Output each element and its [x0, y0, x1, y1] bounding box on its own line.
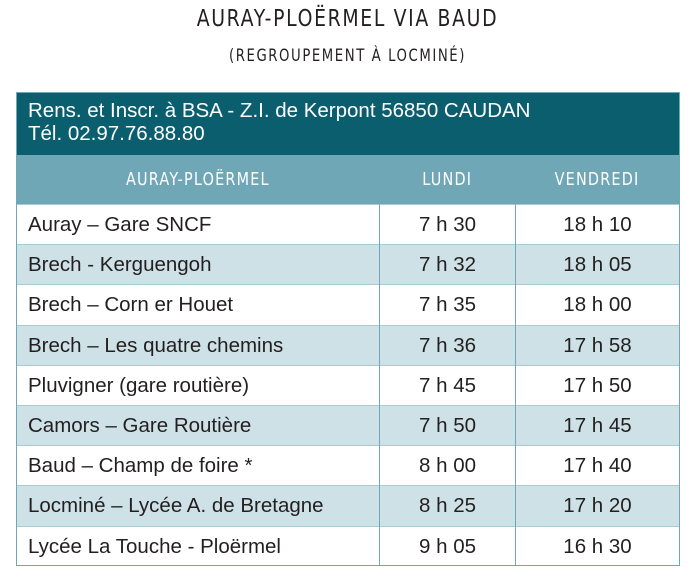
- time-vendredi: 17 h 45: [563, 413, 632, 437]
- stop-name: Brech – Corn er Houet: [28, 293, 234, 317]
- table-row: [17, 405, 679, 445]
- time-vendredi: 16 h 30: [563, 534, 632, 558]
- table-row: [17, 445, 679, 485]
- time-lundi: 7 h 45: [419, 373, 476, 397]
- info-phone: Tél. 02.97.76.88.80: [28, 122, 205, 145]
- stop-name: Lycée La Touche - Ploërmel: [28, 534, 281, 558]
- header-vendredi: VENDREDI: [555, 169, 640, 190]
- stop-name: Baud – Champ de foire *: [28, 454, 253, 478]
- table-header: [17, 155, 679, 204]
- time-lundi: 7 h 32: [419, 253, 476, 277]
- page-subtitle: (REGROUPEMENT À LOCMINÉ): [229, 46, 466, 66]
- table-row: [17, 204, 679, 244]
- table-row: [17, 284, 679, 324]
- stop-name: Brech – Les quatre chemins: [28, 333, 284, 357]
- stop-name: Locminé – Lycée A. de Bretagne: [28, 494, 324, 518]
- time-vendredi: 17 h 50: [563, 373, 632, 397]
- schedule-card: [16, 92, 680, 566]
- time-vendredi: 17 h 58: [563, 333, 632, 357]
- stop-name: Camors – Gare Routière: [28, 413, 252, 437]
- table-row: [17, 325, 679, 365]
- time-lundi: 7 h 35: [419, 293, 476, 317]
- stop-name: Brech - Kerguengoh: [28, 253, 212, 277]
- time-vendredi: 17 h 40: [563, 454, 632, 478]
- time-lundi: 8 h 25: [419, 494, 476, 518]
- time-vendredi: 18 h 00: [563, 293, 632, 317]
- time-lundi: 7 h 50: [419, 413, 476, 437]
- header-route: AURAY-PLOËRMEL: [126, 169, 270, 190]
- time-lundi: 9 h 05: [419, 534, 476, 558]
- column-divider: [379, 204, 380, 566]
- time-lundi: 7 h 30: [419, 213, 476, 236]
- info-banner: [17, 93, 679, 155]
- column-divider: [515, 204, 516, 566]
- time-vendredi: 17 h 20: [563, 494, 632, 518]
- stop-name: Pluvigner (gare routière): [28, 373, 250, 397]
- stop-name: Auray – Gare SNCF: [28, 213, 212, 236]
- time-lundi: 8 h 00: [419, 454, 476, 478]
- header-lundi: LUNDI: [422, 169, 473, 190]
- table-row: [17, 244, 679, 284]
- time-vendredi: 18 h 05: [563, 253, 632, 277]
- table-row: [17, 485, 679, 525]
- table-row: [17, 365, 679, 405]
- info-address: Rens. et Inscr. à BSA - Z.I. de Kerpont 56850 CAUDAN: [28, 99, 531, 122]
- page-title: AURAY-PLOËRMEL VIA BAUD: [196, 6, 499, 32]
- table-body: [17, 204, 679, 566]
- time-lundi: 7 h 36: [419, 333, 476, 357]
- time-vendredi: 18 h 10: [563, 213, 632, 236]
- table-row: [17, 526, 679, 566]
